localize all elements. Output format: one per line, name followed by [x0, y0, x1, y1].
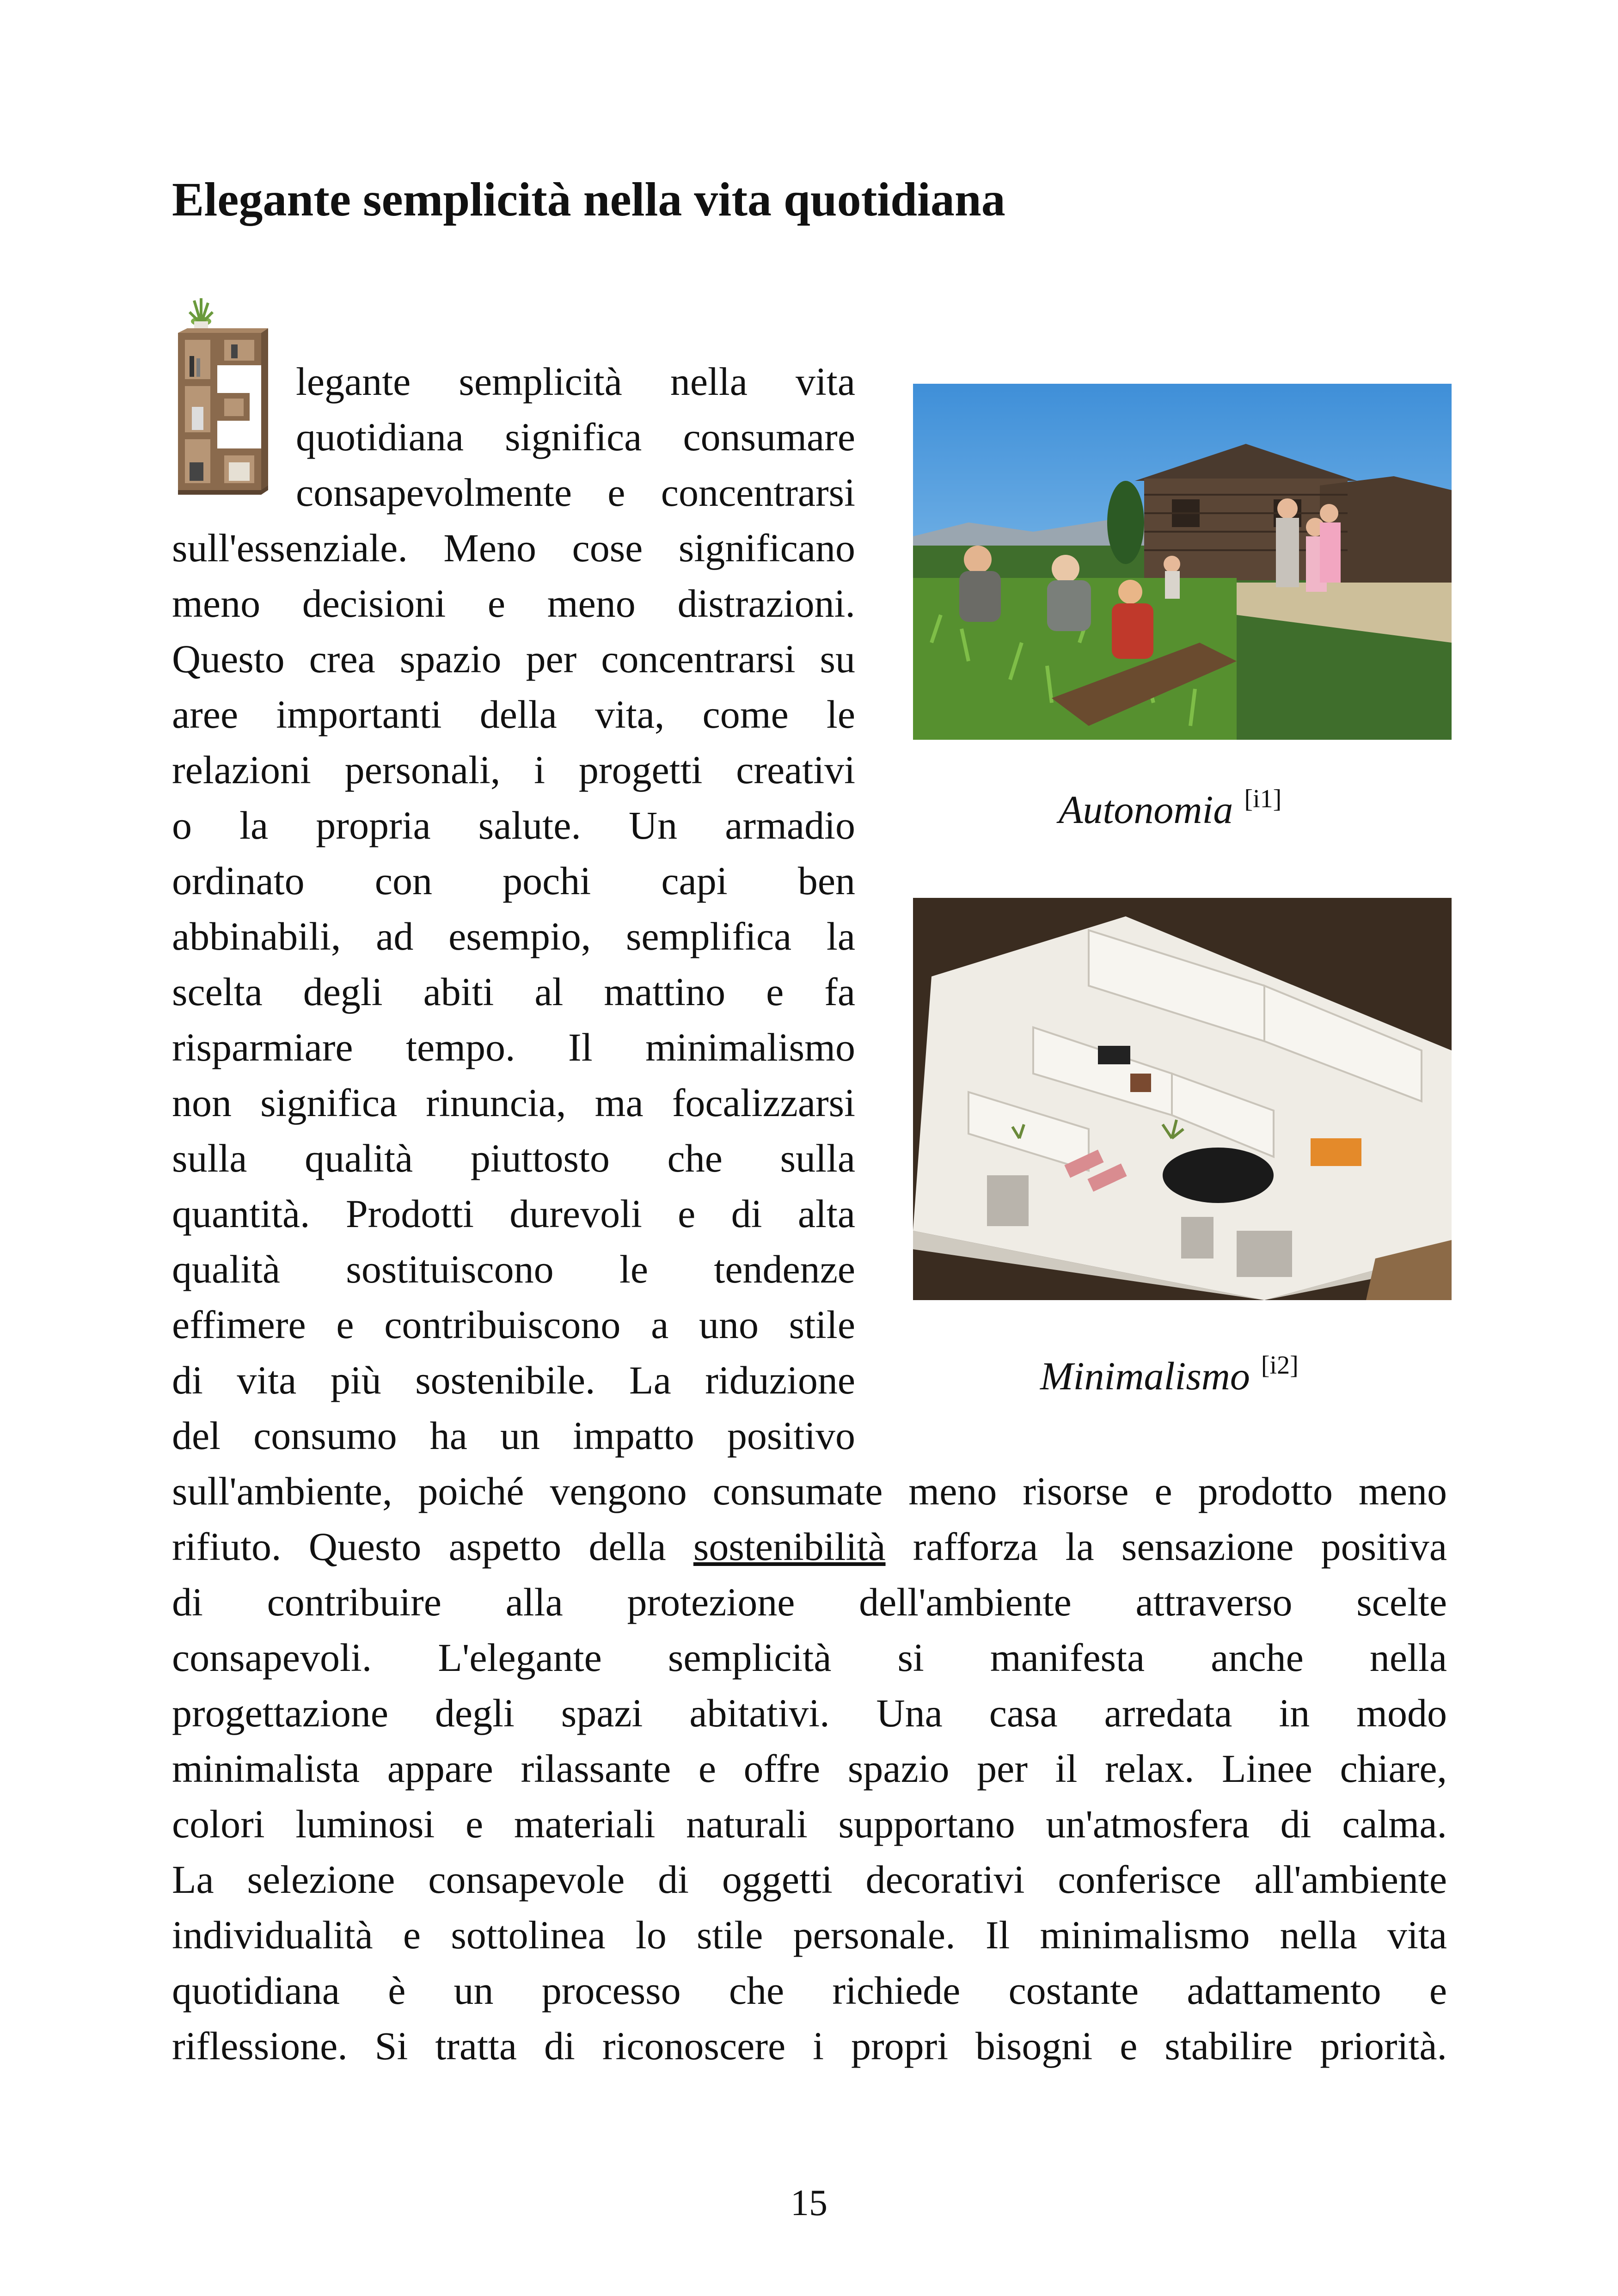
figure-autonomia-photo [913, 384, 1452, 740]
body-line: quotidiana significa consumare [296, 415, 855, 459]
figure-caption-minimalismo [1040, 1352, 1299, 1396]
body-line: consapevoli. L'elegante semplicità si manifesta anche nella [172, 1635, 1447, 1680]
body-line: abbinabili, ad esempio, semplifica la [172, 914, 855, 958]
body-line: effimere e contribuiscono a uno stile [172, 1302, 855, 1347]
body-line: progettazione degli spazi abitativi. Una casa arredata in modo [172, 1691, 1447, 1735]
body-line: di vita più sostenibile. La riduzione [172, 1358, 855, 1402]
body-line: sulla qualità piuttosto che sulla [172, 1136, 855, 1180]
body-text: rifiuto. Questo aspetto della [172, 1524, 693, 1569]
body-line: quotidiana è un processo che richiede costante adattamento e [172, 1968, 1447, 2013]
figure-minimalismo-model [913, 898, 1452, 1300]
caption-text: Autonomia [1059, 787, 1233, 832]
caption-text: Minimalismo [1040, 1354, 1250, 1398]
body-line: quantità. Prodotti durevoli e di alta [172, 1191, 855, 1236]
body-text: rafforza la sensazione positiva [885, 1524, 1447, 1569]
body-line: di contribuire alla protezione dell'ambiente attraverso scelte [172, 1580, 1447, 1624]
drop-cap-bookshelf-e-icon [169, 296, 273, 513]
body-line: relazioni personali, i progetti creativi [172, 748, 855, 792]
body-line: aree importanti della vita, come le [172, 692, 855, 737]
body-line: qualità sostituiscono le tendenze [172, 1247, 855, 1291]
figure-caption-autonomia [1059, 785, 1282, 832]
body-line: individualità e sottolinea lo stile personale. Il minimalismo nella vita [172, 1913, 1447, 1957]
body-line: sull'essenziale. Meno cose significano [172, 526, 855, 570]
body-line: riflessione. Si tratta di riconoscere i propri bisogni e stabilire priorità. [172, 2024, 1447, 2068]
body-line: ordinato con pochi capi ben [172, 859, 855, 903]
sostenibilita-link[interactable]: sostenibilità [693, 1524, 886, 1569]
image-reference[interactable]: [i1] [1244, 785, 1282, 813]
page-number: 15 [791, 2183, 827, 2223]
body-line: Questo crea spazio per concentrarsi su [172, 637, 855, 681]
body-line: colori luminosi e materiali naturali supportano un'atmosfera di calma. [172, 1802, 1447, 1846]
body-line: risparmiare tempo. Il minimalismo [172, 1025, 855, 1069]
body-line: legante semplicità nella vita [296, 359, 855, 404]
body-line: scelta degli abiti al mattino e fa [172, 970, 855, 1014]
body-line: sull'ambiente, poiché vengono consumate meno risorse e prodotto meno [172, 1469, 1447, 1513]
page-title: Elegante semplicità nella vita quotidiana [172, 173, 1005, 226]
body-line: non significa rinuncia, ma focalizzarsi [172, 1080, 855, 1125]
body-line: o la propria salute. Un armadio [172, 803, 855, 847]
body-line: consapevolmente e concentrarsi [296, 470, 855, 515]
body-line-with-link [172, 1521, 1447, 1572]
body-line: del consumo ha un impatto positivo [172, 1413, 855, 1458]
image-reference[interactable]: [i2] [1261, 1351, 1299, 1380]
body-line: La selezione consapevole di oggetti decorativi conferisce all'ambiente [172, 1857, 1447, 1902]
body-line: meno decisioni e meno distrazioni. [172, 581, 855, 626]
body-line: minimalista appare rilassante e offre spazio per il relax. Linee chiare, [172, 1746, 1447, 1791]
